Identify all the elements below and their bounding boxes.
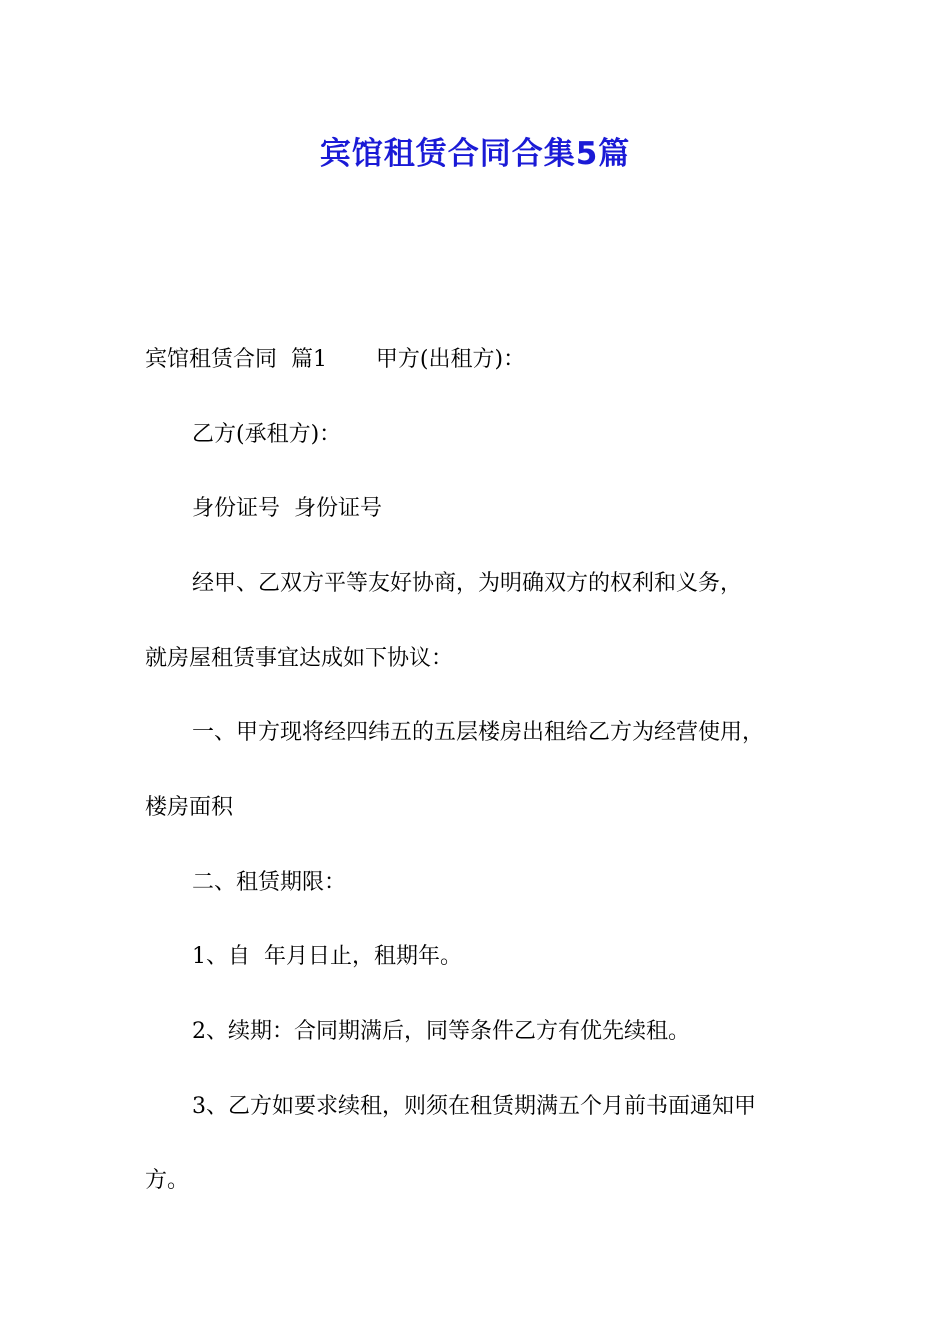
text-line-2: 乙方(承租方)： bbox=[192, 422, 342, 447]
text-line-5: 就房屋租赁事宜达成如下协议： bbox=[145, 646, 454, 671]
text-line-4: 经甲、乙双方平等友好协商，为明确双方的权利和义务， bbox=[192, 571, 743, 596]
text-line-11: 3、乙方如要求续租，则须在租赁期满五个月前书面通知甲 bbox=[192, 1094, 756, 1119]
document-title: 宾馆租赁合同合集5篇 bbox=[319, 136, 631, 172]
text-line-1: 宾馆租赁合同 篇1 甲方(出租方)： bbox=[145, 347, 526, 372]
text-line-3: 身份证号 身份证号 bbox=[192, 496, 382, 521]
text-line-7: 楼房面积 bbox=[145, 795, 234, 820]
text-line-12: 方。 bbox=[145, 1168, 190, 1193]
text-line-9: 1、自 年月日止，租期年。 bbox=[192, 944, 462, 969]
text-line-8: 二、租赁期限： bbox=[192, 870, 347, 895]
text-line-10: 2、续期：合同期满后，同等条件乙方有优先续租。 bbox=[192, 1019, 690, 1044]
text-line-6: 一、甲方现将经四纬五的五层楼房出租给乙方为经营使用， bbox=[192, 720, 765, 745]
